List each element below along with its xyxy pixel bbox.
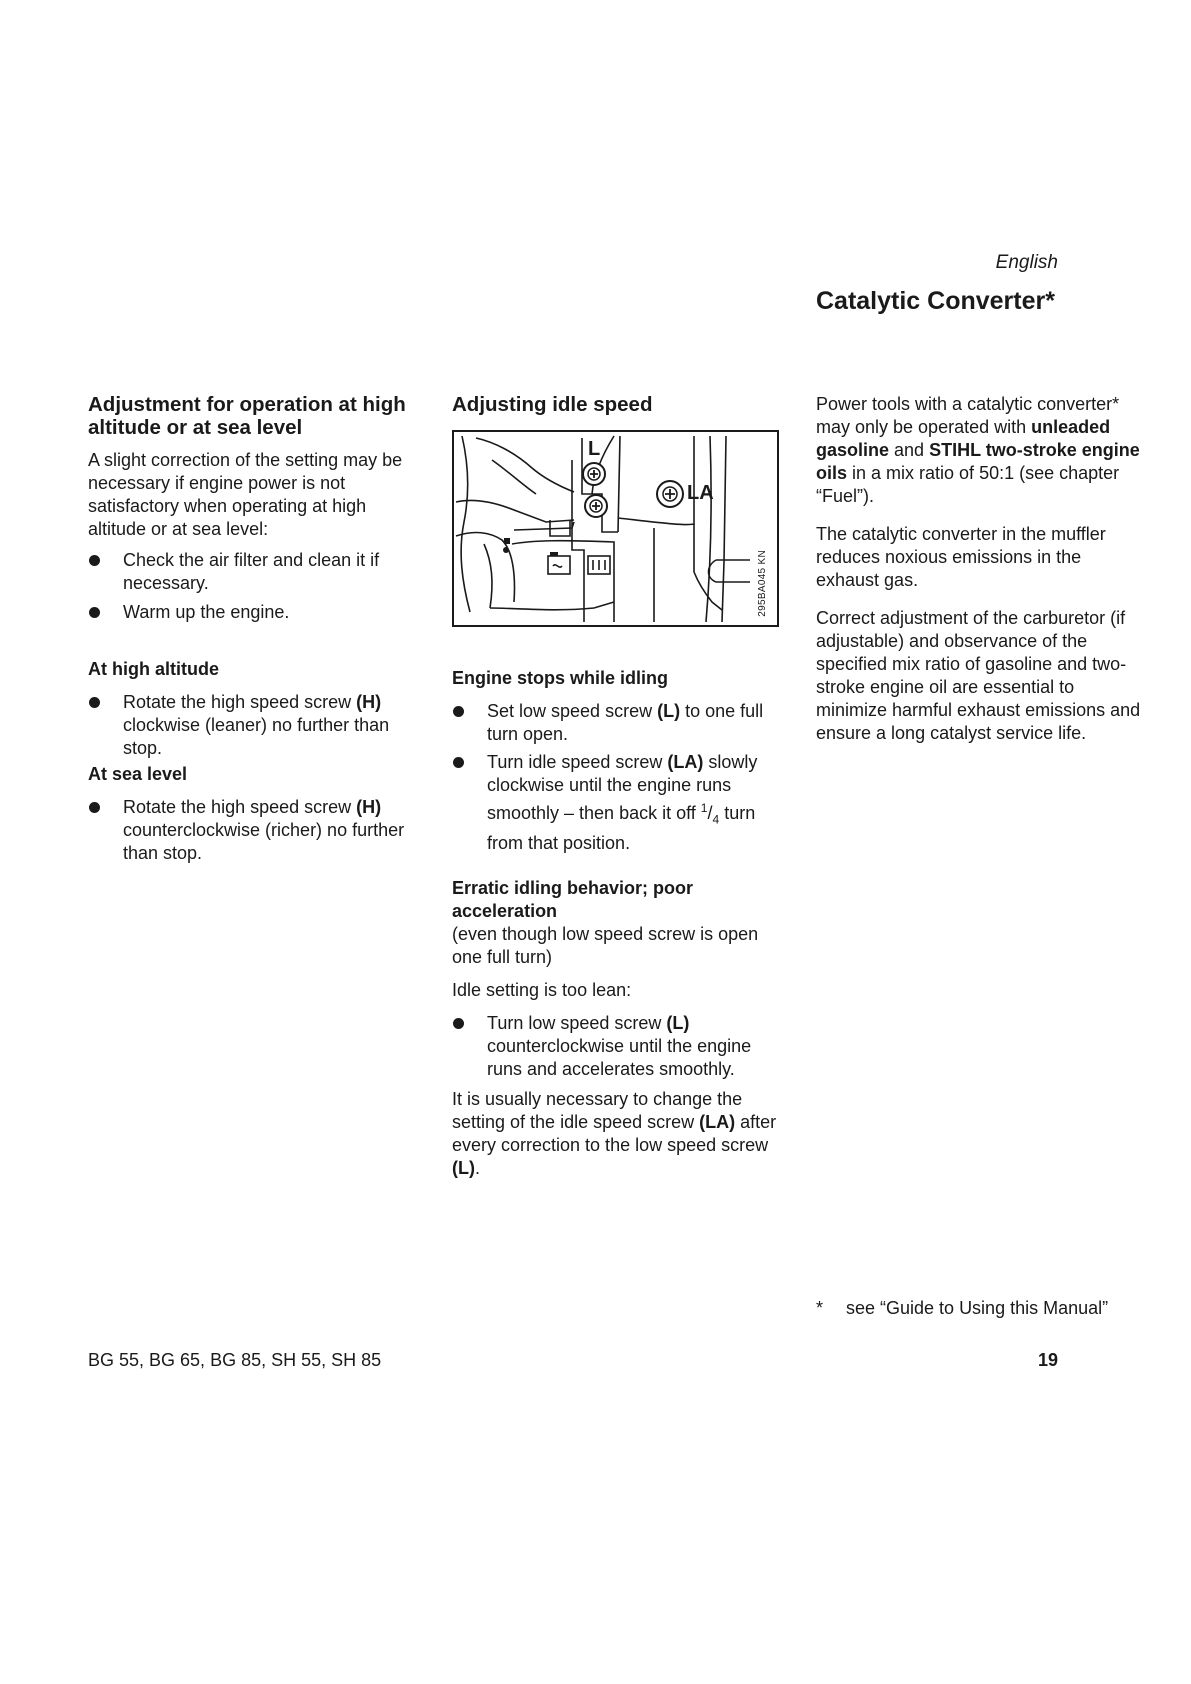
paragraph-text: in a mix ratio of 50:1 (see chapter “Fuel”).: [816, 463, 1120, 506]
list-item: [88, 796, 423, 865]
erratic-idling-heading: Erratic idling behavior; poor acceleration: [452, 877, 694, 921]
altitude-intro: A slight correction of the setting may be necessary if engine power is not satisfactory when operating at high altitude or at sea level:: [88, 450, 403, 539]
muffler-paragraph: The catalytic converter in the muffler reduces noxious emissions in the exhaust gas.: [816, 524, 1106, 590]
screw-l-ref: (L): [666, 1012, 690, 1033]
sea-level-list: [88, 796, 423, 865]
engine-stops-heading: Engine stops while idling: [452, 668, 669, 688]
high-altitude-heading: At high altitude: [88, 659, 219, 679]
screw-la-ref: (LA): [699, 1111, 736, 1132]
item-text: clockwise (leaner) no further than stop.: [123, 715, 390, 758]
high-altitude-list: [88, 691, 423, 760]
item-text: counterclockwise until the engine runs and accelerates smoothly.: [487, 1035, 752, 1079]
erratic-note: (even though low speed screw is open one full turn): [452, 923, 759, 967]
emphasis-text: STIHL two-stroke engine oils: [816, 440, 1140, 483]
list-item: [452, 700, 787, 746]
item-text: to one full turn open.: [487, 701, 764, 744]
prep-steps-list: [88, 549, 423, 624]
screw-l-ref: (L): [657, 701, 681, 721]
paragraph-text: and: [889, 440, 930, 460]
item-text: Rotate the high speed screw: [123, 797, 357, 817]
altitude-heading: Adjustment for operation at high altitude or at sea level: [88, 393, 406, 439]
figure-code: 295BA045 KN: [757, 550, 768, 617]
item-text: Turn idle speed screw: [487, 752, 668, 772]
list-item: [452, 1012, 787, 1081]
item-text: Set low speed screw: [487, 701, 658, 721]
label-l: L: [588, 438, 601, 460]
item-text: Turn low speed screw: [487, 1012, 667, 1033]
footer-models: BG 55, BG 65, BG 85, SH 55, SH 85: [88, 1350, 382, 1370]
item-text: slowly clockwise until the engine runs smoothly – then back it off: [487, 752, 758, 823]
idle-lean-text: Idle setting is too lean:: [452, 979, 632, 1000]
list-item: [88, 691, 423, 760]
carburetor-figure: [452, 430, 779, 627]
paragraph-text: It is usually necessary to change the setting of the idle speed screw: [452, 1088, 743, 1132]
emphasis-text: unleaded gasoline: [816, 417, 1111, 460]
screw-h-icon: [585, 495, 607, 517]
footnote-star: *: [816, 1298, 824, 1318]
footnote-text: see “Guide to Using this Manual”: [846, 1298, 1109, 1318]
sea-level-heading: At sea level: [88, 764, 188, 784]
screw-la-ref: (LA): [667, 752, 704, 772]
erratic-list: [452, 1012, 787, 1081]
fuel-requirements-paragraph: [816, 393, 1146, 508]
page-number: 19: [1037, 1350, 1058, 1370]
list-item: Check the air filter and clean it if necessary.: [88, 549, 423, 595]
footnote: [816, 1298, 1108, 1319]
list-item: Warm up the engine.: [88, 601, 423, 624]
language-label: English: [995, 252, 1058, 273]
screw-la-icon: [657, 481, 683, 507]
closing-paragraph: [452, 1088, 787, 1180]
screw-l-icon: [583, 463, 605, 485]
idle-speed-heading: Adjusting idle speed: [452, 393, 653, 416]
label-la: LA: [687, 482, 714, 504]
carburetor-drawing: [454, 432, 777, 625]
item-text: counterclockwise (richer) no further than stop.: [123, 820, 405, 863]
column-altitude-adjustment: [88, 393, 423, 865]
list-item: [452, 751, 787, 855]
paragraph-text: after every correction to the low speed screw: [452, 1111, 777, 1155]
fraction-slash: /: [707, 803, 713, 823]
item-text: Rotate the high speed screw: [123, 692, 357, 712]
item-text: turn from that position.: [487, 803, 756, 853]
engine-stops-list: [452, 700, 787, 855]
fraction-numerator: 1: [700, 801, 708, 815]
screw-h-ref: (H): [356, 797, 382, 817]
column-catalytic-converter: [816, 393, 1146, 745]
screw-l-ref: (L): [452, 1157, 475, 1178]
column-idle-speed: [452, 393, 787, 1180]
fraction-denominator: 4: [712, 812, 720, 827]
paragraph-text: Power tools with a catalytic converter* may only be operated with: [816, 394, 1120, 437]
section-title: Catalytic Converter*: [816, 287, 1055, 315]
adjustment-paragraph: Correct adjustment of the carburetor (if adjustable) and observance of the specified mix ratio of gasoline and two-stroke engine oil are essential to minimize harmful exhaust emissions and ensure a long catalyst service life.: [816, 608, 1141, 743]
screw-h-ref: (H): [356, 692, 382, 712]
paragraph-text: .: [474, 1157, 480, 1178]
